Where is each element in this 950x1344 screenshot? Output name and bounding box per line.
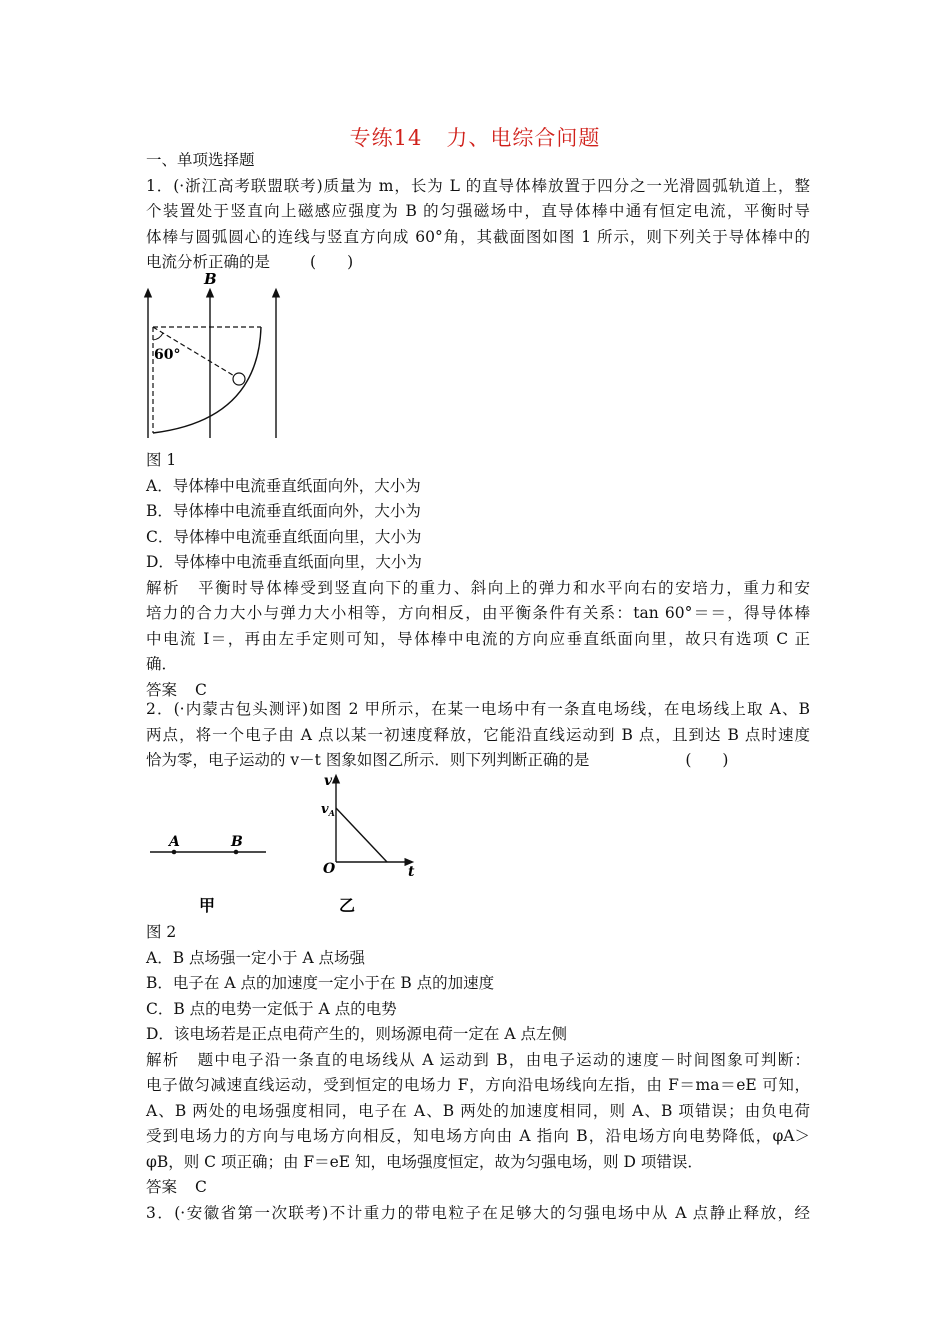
- q2-options-block: [146, 920, 810, 1226]
- q2-analysis-label: 解析: [146, 1050, 180, 1069]
- q1-option: D．导体棒中电流垂直纸面向里，大小为: [146, 553, 422, 571]
- q1-analysis-text: 平衡时导体棒受到竖直向下的重力、斜向上的弹力和水平向右的安培力，重力和安: [198, 578, 810, 597]
- q1-figure: [140, 270, 290, 445]
- point-b-label: B: [231, 834, 243, 850]
- q2-stem-end: 恰为零，电子运动的 v－t 图象如图乙所示．则下列判断正确的是: [146, 751, 590, 769]
- figure-label-jia: 甲: [199, 896, 216, 915]
- title-text: 力、电综合问题: [446, 126, 601, 150]
- title-number: 专练14: [349, 126, 423, 150]
- q2-answer-value: C: [195, 1178, 207, 1196]
- angle-arc: [153, 333, 163, 340]
- conductor-rod: [233, 373, 245, 385]
- q1-line: 体棒与圆弧圆心的连线与竖直方向成 60°角，其截面图如图 1 所示，则下列关于导体棒中的: [146, 227, 810, 246]
- vt-line: [336, 808, 387, 862]
- va-label-sub: A: [328, 808, 335, 818]
- q1-analysis-label: 解析: [146, 578, 181, 597]
- origin-label: O: [323, 861, 336, 877]
- q1-answer-bracket: ( ): [310, 253, 354, 271]
- q3-line: 3．(·安徽省第一次联考)不计重力的带电粒子在足够大的匀强电场中从 A 点静止释放，经: [146, 1203, 810, 1222]
- q2-analysis-line: φB，则 C 项正确；由 F＝eE 知，电场强度恒定，故为匀强电场，则 D 项错误．: [146, 1152, 703, 1171]
- section-heading: 一、单项选择题: [146, 151, 255, 169]
- va-label-main: v: [321, 802, 329, 817]
- q2-analysis-line: 受到电场力的方向与电场方向相反，知电场方向由 A 指向 B，沿电场方向电势降低，φA＞: [146, 1127, 810, 1145]
- t-axis-label: t: [408, 864, 415, 880]
- q2-figure-caption: 图 2: [146, 923, 177, 941]
- q1-analysis-line: [146, 576, 810, 602]
- v-axis-label: v: [324, 773, 333, 789]
- q1-analysis-line: 中电流 I＝，再由左手定则可知，导体棒中电流的方向应垂直纸面向里，故只有选项 C 正: [146, 629, 810, 648]
- q2-analysis-text: 题中电子沿一条直的电场线从 A 运动到 B，由电子运动的速度－时间图象可判断：: [197, 1050, 810, 1069]
- figure-label-yi: 乙: [339, 896, 356, 915]
- q1-answer-label: 答案: [146, 680, 178, 699]
- point-b-dot: [234, 850, 239, 855]
- point-a-dot: [172, 850, 177, 855]
- q1-figure-caption: 图 1: [146, 451, 177, 469]
- q2-option: B．电子在 A 点的加速度一定小于在 B 点的加速度: [146, 974, 495, 992]
- field-label-b: B: [204, 270, 217, 288]
- q2-analysis-line: 电子做匀减速直线运动，受到恒定的电场力 F，方向沿电场线向左指，由 F＝ma＝eE 可知，: [146, 1076, 810, 1094]
- q1-analysis-line: 培力的合力大小与弹力大小相等，方向相反，由平衡条件有关系：tan 60°＝＝，得导体棒: [146, 604, 810, 622]
- q2-analysis-line: [146, 1048, 810, 1074]
- point-a-label: A: [169, 834, 180, 850]
- va-label: [321, 802, 335, 818]
- q2-line: 两点，将一个电子由 A 点以某一初速度释放，它能沿直线运动到 B 点，且到达 B 点时速度: [146, 725, 810, 744]
- q1-line: 个装置处于竖直向上磁感应强度为 B 的匀强磁场中，直导体棒中通有恒定电流，平衡时导: [146, 202, 810, 220]
- q2-analysis-line: A、B 两处的电场强度相同，电子在 A、B 两处的加速度相同，则 A、B 项错误；由负电荷: [146, 1101, 810, 1120]
- q1-options-block: [146, 448, 810, 703]
- q2-figure: [140, 770, 430, 920]
- q2-line: 2．(·内蒙古包头测评)如图 2 甲所示，在某一电场中有一条直电场线，在电场线上取 A、B: [146, 700, 810, 718]
- q2-answer-label: 答案: [146, 1178, 178, 1196]
- q1-stem-end: 电流分析正确的是: [146, 253, 271, 271]
- angle-label: 60°: [154, 347, 181, 363]
- q2-answer-bracket: ( ): [685, 751, 729, 769]
- q1-line: 1．(·浙江高考联盟联考)质量为 m，长为 L 的直导体棒放置于四分之一光滑圆弧轨道上，整: [146, 176, 810, 195]
- q2-option: C．B 点的电势一定低于 A 点的电势: [146, 999, 397, 1018]
- q2-answer: [146, 1175, 810, 1201]
- q1-option: B．导体棒中电流垂直纸面向外，大小为: [146, 502, 421, 520]
- q2-option: D．该电场若是正点电荷产生的，则场源电荷一定在 A 点左侧: [146, 1025, 567, 1043]
- q1-block: [146, 148, 810, 276]
- q1-option: A．导体棒中电流垂直纸面向外，大小为: [146, 476, 421, 495]
- q2-option: A．B 点场强一定小于 A 点场强: [146, 948, 366, 967]
- q2-block: [146, 697, 810, 774]
- q1-option: C．导体棒中电流垂直纸面向里，大小为: [146, 527, 422, 546]
- q1-analysis-line: 确．: [146, 655, 178, 673]
- q1-answer-value: C: [195, 680, 207, 699]
